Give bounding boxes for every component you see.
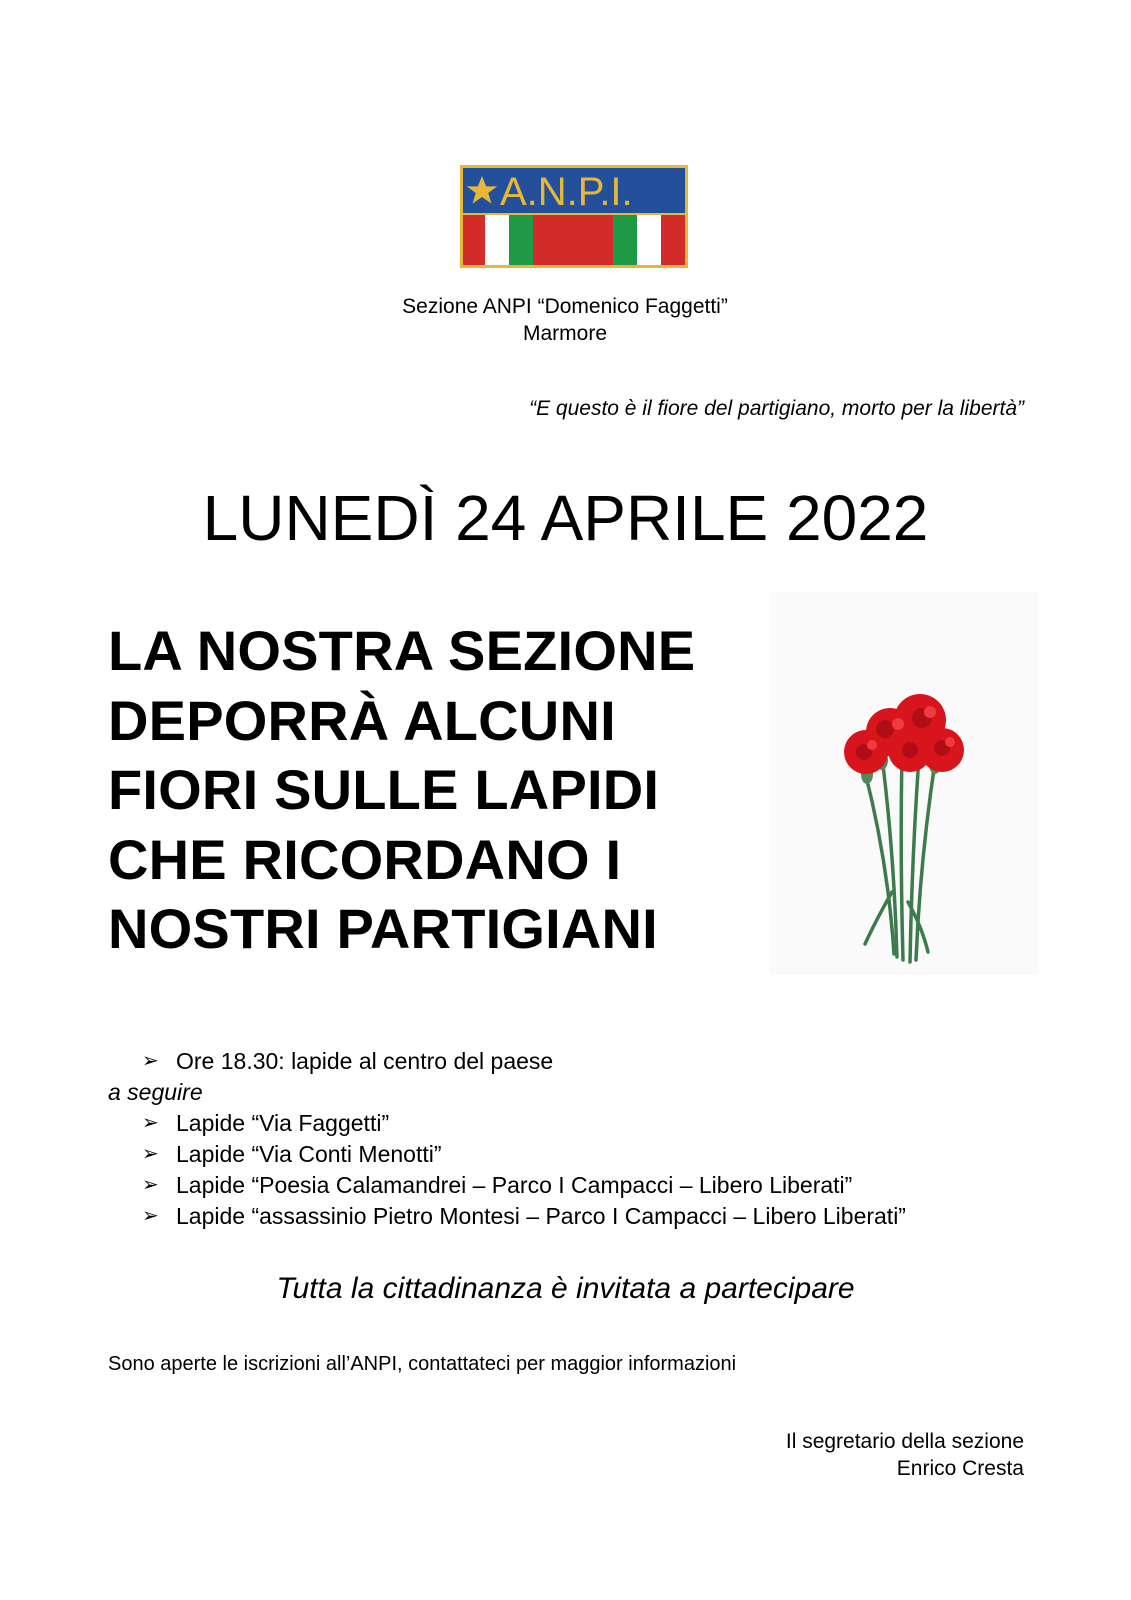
arrow-bullet-icon: ➢ <box>142 1174 159 1196</box>
list-item <box>108 1201 1048 1232</box>
list-item <box>108 1139 1048 1170</box>
list-item-text: Lapide “Via Conti Menotti” <box>176 1141 442 1167</box>
arrow-bullet-icon: ➢ <box>142 1143 159 1165</box>
schedule <box>108 1046 1048 1232</box>
headline-line: FIORI SULLE LAPIDI <box>108 758 660 821</box>
list-item-text: Lapide “Via Faggetti” <box>176 1110 390 1136</box>
headline <box>108 616 748 964</box>
signature <box>786 1428 1024 1482</box>
date-title: LUNEDÌ 24 APRILE 2022 <box>202 482 929 554</box>
signature-name: Enrico Cresta <box>896 1457 1024 1480</box>
invite-text: Tutta la cittadinanza è invitata a partecipare <box>276 1272 855 1305</box>
logo-text: A.N.P.I. <box>500 170 633 214</box>
arrow-bullet-icon: ➢ <box>142 1050 159 1072</box>
headline-line: NOSTRI PARTIGIANI <box>108 897 658 960</box>
list-item <box>108 1108 1048 1139</box>
headline-line: DEPORRÀ ALCUNI <box>108 688 616 752</box>
list-item <box>108 1170 1048 1201</box>
headline-line: CHE RICORDANO I <box>108 827 622 891</box>
list-item-text: Ore 18.30: lapide al centro del paese <box>176 1048 554 1074</box>
carnation-photo <box>770 592 1039 975</box>
list-item-text: Lapide “assassinio Pietro Montesi – Parco I Campacci – Libero Liberati” <box>176 1203 906 1229</box>
membership-note: Sono aperte le iscrizioni all’ANPI, contattateci per maggior informazioni <box>108 1353 737 1375</box>
arrow-bullet-icon: ➢ <box>142 1205 159 1227</box>
signature-role: Il segretario della sezione <box>785 1430 1024 1453</box>
org-name: Sezione ANPI “Domenico Faggetti” <box>402 295 728 318</box>
anpi-logo <box>460 165 688 268</box>
arrow-bullet-icon: ➢ <box>142 1112 159 1134</box>
list-item-text: Lapide “Poesia Calamandrei – Parco I Campacci – Libero Liberati” <box>176 1172 853 1198</box>
quote: “E questo è il fiore del partigiano, morto per la libertà” <box>529 397 1024 420</box>
follow-label: a seguire <box>108 1079 203 1105</box>
headline-line: LA NOSTRA SEZIONE <box>108 619 696 682</box>
org-town: Marmore <box>522 322 607 345</box>
list-item <box>108 1046 1048 1077</box>
